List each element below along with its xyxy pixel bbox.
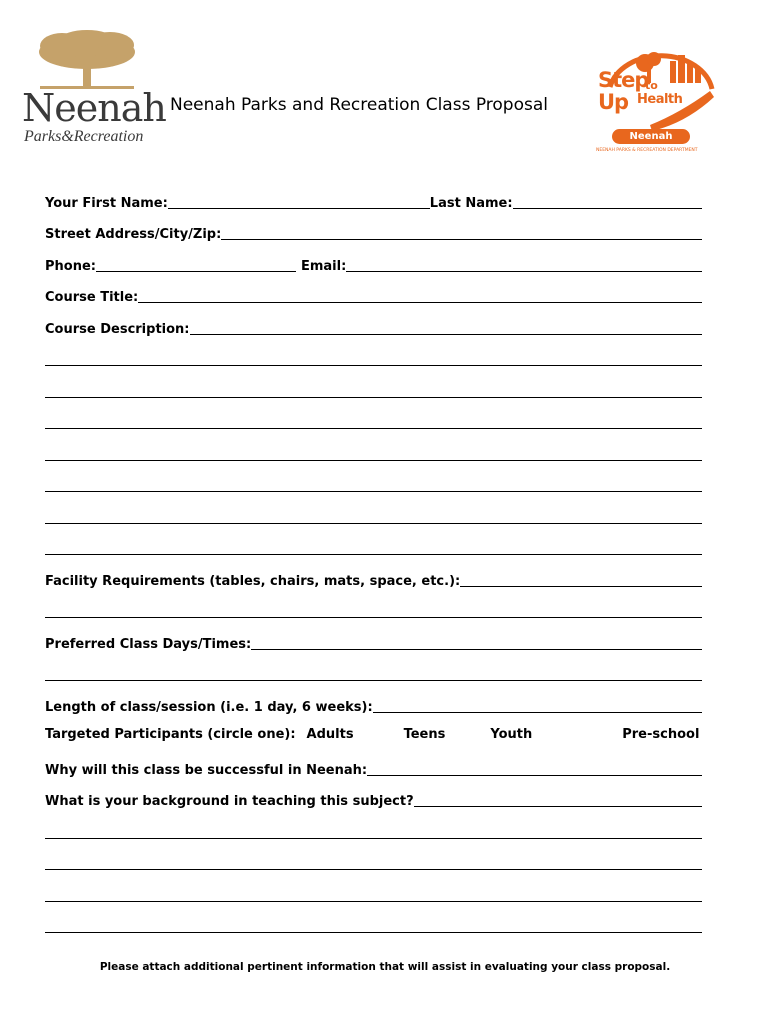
address-label: Street Address/City/Zip: <box>45 227 222 242</box>
logo-subtitle: Parks&Recreation <box>24 128 144 145</box>
course-description-line[interactable] <box>45 495 702 527</box>
background-line[interactable] <box>45 873 702 905</box>
course-description-line[interactable] <box>45 527 702 559</box>
last-name-label: Last Name: <box>429 195 513 211</box>
background-row <box>45 779 702 811</box>
facility-line[interactable] <box>45 590 702 622</box>
background-label: What is your background in teaching this subject? <box>45 794 414 809</box>
page-title: Neenah Parks and Recreation Class Proposal <box>170 95 548 115</box>
course-title-label: Course Title: <box>45 290 139 305</box>
course-description-line[interactable] <box>45 338 702 370</box>
email-label: Email: <box>300 258 347 274</box>
background-line[interactable] <box>45 810 702 842</box>
targeted-row <box>45 716 702 748</box>
address-field[interactable] <box>221 238 702 240</box>
tree-icon <box>32 30 142 92</box>
logo-department-text: NEENAH PARKS & RECREATION DEPARTMENT <box>596 148 698 153</box>
facility-field[interactable] <box>460 585 702 587</box>
course-title-row <box>45 275 702 307</box>
course-description-line[interactable] <box>45 464 702 496</box>
option-teens[interactable]: Teens <box>403 727 446 742</box>
proposal-form <box>45 180 702 936</box>
first-name-label: Your First Name: <box>45 195 168 211</box>
course-description-line[interactable] <box>45 432 702 464</box>
option-adults[interactable]: Adults <box>306 727 354 742</box>
facility-row <box>45 558 702 590</box>
why-row <box>45 747 702 779</box>
course-description-row <box>45 306 702 338</box>
preferred-label: Preferred Class Days/Times: <box>45 636 252 652</box>
logo-neenah-badge: Neenah <box>612 129 690 144</box>
preferred-row <box>45 621 702 653</box>
logo-to-text: to <box>645 79 658 92</box>
length-row <box>45 684 702 716</box>
why-label: Why will this class be successful in Neenah: <box>45 762 368 778</box>
logo-up-text: Up <box>598 90 629 114</box>
name-row <box>45 180 702 212</box>
step-up-to-health-logo <box>590 47 715 162</box>
logo-health-text: Health <box>637 92 683 107</box>
phone-field[interactable] <box>96 270 296 272</box>
length-field[interactable] <box>373 711 702 713</box>
background-line[interactable] <box>45 905 702 937</box>
preferred-field[interactable] <box>251 648 702 650</box>
contact-row <box>45 243 702 275</box>
logo-step-text: Step <box>598 68 649 92</box>
first-name-field[interactable] <box>168 207 430 209</box>
course-title-field[interactable] <box>138 301 702 303</box>
phone-label: Phone: <box>45 258 96 274</box>
course-description-label: Course Description: <box>45 321 190 337</box>
last-name-field[interactable] <box>513 207 702 209</box>
logo-name: Neenah <box>22 86 166 130</box>
targeted-label: Targeted Participants (circle one): <box>45 727 296 742</box>
course-description-field[interactable] <box>190 333 703 335</box>
background-line[interactable] <box>45 842 702 874</box>
option-preschool[interactable]: Pre-school <box>622 727 700 742</box>
why-field[interactable] <box>367 774 702 776</box>
course-description-line[interactable] <box>45 369 702 401</box>
length-label: Length of class/session (i.e. 1 day, 6 weeks): <box>45 699 373 715</box>
address-row <box>45 212 702 244</box>
email-field[interactable] <box>346 270 702 272</box>
neenah-parks-logo <box>22 30 166 145</box>
facility-label: Facility Requirements (tables, chairs, mats, space, etc.): <box>45 573 461 589</box>
preferred-line[interactable] <box>45 653 702 685</box>
footer-note: Please attach additional pertinent information that will assist in evaluating your class proposal. <box>99 961 671 973</box>
option-youth[interactable]: Youth <box>490 727 533 742</box>
background-field[interactable] <box>414 805 702 807</box>
course-description-line[interactable] <box>45 401 702 433</box>
